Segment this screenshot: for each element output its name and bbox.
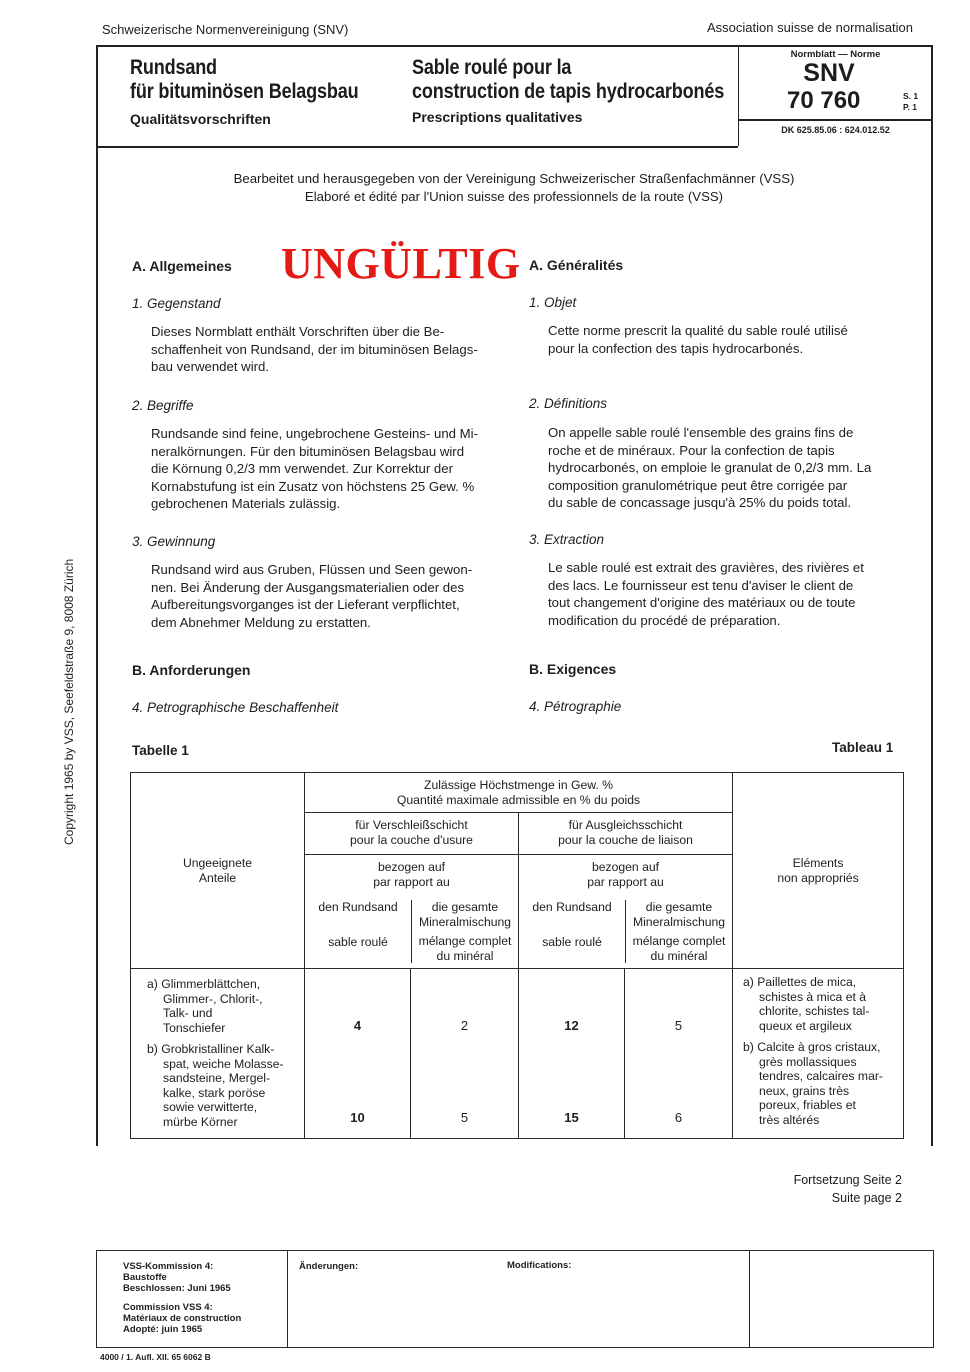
text-line: bezogen auf [591,860,660,874]
subtitle-de: Qualitätsvorschriften [130,111,271,127]
intro [96,170,932,206]
de-s1-title: 1. Gegenstand [132,296,221,311]
subcol-sand [519,900,625,963]
text-line: für Ausgleichsschicht [568,818,683,832]
text-line: Tonschiefer [163,1020,226,1035]
value-b-binder-mix: 6 [674,1110,683,1125]
text-line: Adopté: juin 1965 [123,1324,203,1335]
de-section-b: B. Anforderungen [132,662,251,678]
fr-s2-title: 2. Définitions [529,396,608,411]
row-a-fr [743,975,903,1033]
col-binder-sand [519,969,625,1139]
value-b-binder-sand: 15 [564,1110,579,1125]
head-unsuitable-de [131,773,305,969]
text-line: Rundsande sind feine, ungebrochene Gesteins- und Mi- [151,426,478,441]
head-ref-wear [305,855,519,969]
text-line: für Verschleißschicht [355,818,468,832]
text-line: VSS-Kommission 4: [123,1261,214,1272]
norm-box-rule [739,119,932,121]
org-name-fr: Association suisse de normalisation [707,20,913,35]
norm-label: Normblatt — Norme [790,49,881,60]
continuation-note [700,1171,902,1207]
col-wear-mix [411,969,519,1139]
text-line: pour la couche d'usure [350,832,473,847]
text-line: Anteile [198,870,237,885]
text-line: hydrocarbonés, on emploie le granulat de 0,2/3 mm. La [548,460,872,476]
text-line: spat, weiche Molasse- [163,1056,284,1071]
row-b-de [147,1042,304,1129]
text-line: b) Calcite à gros cristaux, [743,1040,881,1054]
text-line: sable roulé [542,934,602,949]
invalid-stamp: UNGÜLTIG [281,239,521,288]
dk-number: DK 625.85.06 : 624.012.52 [781,125,890,135]
subcol-sand [305,900,411,963]
text-line: queux et argileux [759,1018,852,1033]
footer-divider-2 [749,1251,750,1347]
de-s3-text [151,561,509,631]
text-line: pour la confection des tapis hydrocarbonés. [548,340,804,356]
text-line: Talk- und [163,1006,213,1020]
text-line: du minéral [650,948,708,963]
text-line: non appropriés [777,870,859,885]
value-a-binder-mix: 5 [674,1018,683,1033]
text-line: bau verwendet wird. [151,359,270,375]
title-de-line2: für bituminösen Belagsbau [130,80,359,103]
text-line: par rapport au [587,874,664,889]
text-line: nen. Bei Änderung der Ausgangsmaterialien oder des [151,579,465,595]
row-a-de [147,977,304,1035]
text-line: des lacs. Le fournisseur est tenu d'aviser le client de [548,577,854,593]
text-line: neralkörnungen. Für den bituminösen Belagsbau wird [151,443,465,459]
text-line: den Rundsand [532,900,612,914]
continuation-fr: Suite page 2 [831,1191,902,1205]
head-binder-course [519,813,733,855]
footer-box [96,1250,934,1348]
intro-fr: Elaboré et édité par l'Union suisse des professionnels de la route (VSS) [304,189,724,204]
de-s3-title: 3. Gewinnung [132,534,216,549]
title-de-line1: Rundsand [130,56,217,79]
limits-table [130,772,904,1139]
text-line: die gesamte [431,900,499,914]
fr-section-b: B. Exigences [529,661,617,677]
title-fr-line2: construction de tapis hydrocarbonés [412,80,725,103]
changes-de-label: Änderungen: [299,1261,359,1272]
text-line: mürbe Körner [163,1114,238,1129]
fr-s4-title: 4. Pétrographie [529,699,622,714]
text-line: pour la couche de liaison [558,832,693,847]
copyright-note: Copyright 1965 by VSS, Seefeldstraße 9, 8008 Zürich [62,558,76,845]
page-p: P. 1 [903,102,918,112]
norm-number: 70 760 [787,87,861,114]
text-line: gebrochenen Materials zulässig. [151,496,341,512]
text-line: Matériaux de construction [123,1313,242,1324]
de-s2-text [151,425,509,513]
head-ref-binder [519,855,733,969]
subcols [519,900,732,963]
vss-commission-fr [123,1302,241,1335]
rows-desc-fr [733,969,904,1139]
intro-de: Bearbeitet und herausgegeben von der Vereinigung Schweizerischer Straßenfachmänner (VSS) [233,171,795,186]
text-line: die Körnung 0,2/3 mm verwendet. Zur Korrektur der [151,461,453,477]
de-table-label: Tabelle 1 [132,743,189,758]
text-line: Ungeeignete [182,856,253,870]
text-line: die gesamte [645,900,713,914]
text-line: sandsteine, Mergel- [163,1071,271,1085]
text-line: grès mollassiques [759,1054,857,1069]
text-line: kalke, stark poröse [163,1085,266,1100]
de-s2-title: 2. Begriffe [132,398,194,413]
page-frame-left [96,45,98,1146]
text-line: poreux, friables et [759,1098,856,1112]
fr-s1-title: 1. Objet [529,295,577,310]
de-s4-title: 4. Petrographische Beschaffenheit [132,700,339,715]
text-line: b) Grobkristalliner Kalk- [147,1042,275,1056]
text-line: Kornabstufung ist ein Zusatz von höchstens 25 Gew. % [151,478,475,494]
text-line: Quantité maximale admissible en % du poids [396,792,641,807]
row-b-fr [743,1040,903,1127]
col-binder-mix [625,969,733,1139]
page-indicator [903,91,918,113]
head-max-quantity [305,773,733,813]
value-b-wear-mix: 5 [460,1110,469,1125]
page-frame-right [931,45,933,1146]
text-line: a) Glimmerblättchen, [147,977,261,991]
rows-desc-de [131,969,305,1139]
text-line: Mineralmischung [632,914,726,929]
text-line: schaffenheit von Rundsand, der im bituminösen Belags- [151,341,478,357]
text-line: Mineralmischung [418,914,512,929]
text-line: Zulässige Höchstmenge in Gew. % [424,778,613,792]
text-line: composition granulométrique peut être corrigée par [548,477,848,493]
text-line: chlorite, schistes tal- [759,1004,870,1018]
print-code: 4000 / 1. Aufl. XII. 65 6062 B [100,1352,211,1362]
text-line: schistes à mica et à [759,989,867,1004]
value-a-wear-sand: 4 [353,1018,362,1033]
text-line: Baustoffe [123,1272,167,1283]
fr-table-label: Tableau 1 [832,740,894,755]
fr-section-a: A. Généralités [529,257,624,273]
text-line: roche et de minéraux. Pour la confection de tapis [548,442,835,458]
text-line: sable roulé [328,934,388,949]
continuation-de: Fortsetzung Seite 2 [793,1173,902,1187]
text-line: Commission VSS 4: [123,1302,213,1313]
fr-s3-title: 3. Extraction [529,532,605,547]
fr-s3-text [548,559,908,629]
text-line: modification du procédé de préparation. [548,612,781,628]
value-b-wear-sand: 10 [350,1110,365,1125]
subcol-mix [411,900,518,963]
norm-snv: SNV [803,59,855,87]
de-s1-text [151,323,509,376]
subcol-mix [625,900,732,963]
value-a-binder-sand: 12 [564,1018,579,1033]
text-line: du minéral [436,948,494,963]
text-line: tendres, calcaires mar- [759,1069,883,1083]
text-line: mélange complet [418,934,512,948]
text-line: dem Abnehmer Meldung zu erstatten. [151,614,371,630]
title-fr-line1: Sable roulé pour la [412,56,572,79]
norm-box [738,45,931,146]
text-line: Dieses Normblatt enthält Vorschriften über die Be- [151,324,445,339]
subcols [305,900,518,963]
head-unsuitable-fr [733,773,904,969]
fr-s1-text [548,322,908,357]
text-line: a) Paillettes de mica, [743,975,857,989]
text-line: mélange complet [632,934,726,948]
text-line: Glimmer-, Chlorit-, [163,991,263,1006]
text-line: On appelle sable roulé l'ensemble des grains fins de [548,425,854,440]
vss-commission-de [123,1261,231,1294]
text-line: Aufbereitungsvorganges ist der Lieferant verpflichtet, [151,597,460,613]
text-line: du sable de concassage jusqu'à 25% du poids total. [548,495,852,511]
text-line: Cette norme prescrit la qualité du sable roulé utilisé [548,323,848,338]
footer-divider-1 [287,1251,288,1347]
text-line: tout changement d'origine des matériaux ou de toute [548,595,856,611]
text-line: Eléments [792,856,844,870]
col-wear-sand [305,969,411,1139]
org-name-de: Schweizerische Normenvereinigung (SNV) [102,22,349,37]
text-line: Rundsand wird aus Gruben, Flüssen und Seen gewon- [151,562,473,577]
text-line: neux, grains très [759,1083,850,1098]
value-a-wear-mix: 2 [460,1018,469,1033]
subtitle-fr: Prescriptions qualitatives [412,109,583,125]
head-wear-course [305,813,519,855]
text-line: par rapport au [373,874,450,889]
text-line: Beschlossen: Juni 1965 [123,1283,231,1294]
text-line: bezogen auf [377,860,446,874]
changes-fr-label: Modifications: [507,1260,572,1271]
text-line: sowie verwitterte, [163,1100,258,1114]
text-line: den Rundsand [318,900,398,914]
text-line: Le sable roulé est extrait des gravières, des rivières et [548,560,864,575]
text-line: très altérés [759,1112,820,1127]
fr-s2-text [548,424,908,512]
page-s: S. 1 [903,91,919,101]
header-bottom-rule [96,146,738,148]
de-section-a: A. Allgemeines [132,258,232,274]
